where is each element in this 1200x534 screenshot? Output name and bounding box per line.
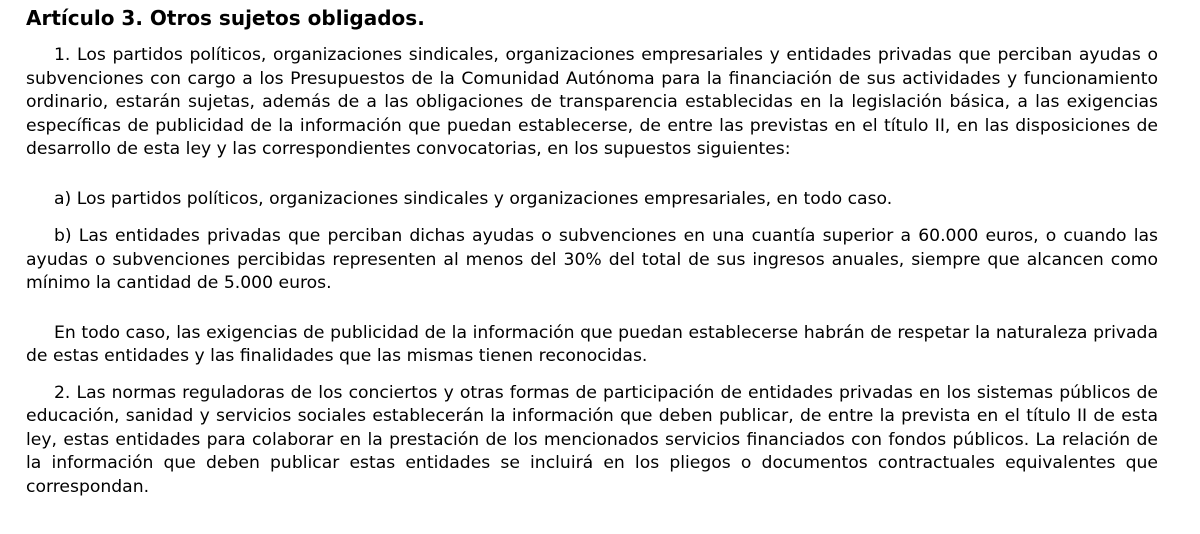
article-heading: Artículo 3. Otros sujetos obligados. xyxy=(26,6,425,30)
paragraph-item-b: b) Las entidades privadas que perciban dichas ayudas o subvenciones en una cuantía superior a 60.000 euros, o cuando las ayudas o subvenciones percibidas representen al menos del 30% del total de sus ingresos anuales, siempre que alcancen como mínimo la cantidad de 5.000 euros. xyxy=(26,226,1158,293)
paragraph-1: 1. Los partidos políticos, organizaciones sindicales, organizaciones empresariales y entidades privadas que perciban ayudas o subvenciones con cargo a los Presupuestos de la Comunidad Autónoma para la financiación de sus actividades y funcionamiento ordinario, estarán sujetas, además de a las obligaciones de transparencia establecidas en la legislación básica, a las exigencias específicas de publicidad de la información que puedan establecerse, de entre las previstas en el título II, en las disposiciones de desarrollo de esta ley y las correspondientes convocatorias, en los supuestos siguientes: xyxy=(26,45,1158,159)
paragraph-en-todo-caso: En todo caso, las exigencias de publicidad de la información que puedan establecerse habrán de respetar la naturaleza privada de estas entidades y las finalidades que las mismas tienen reconocidas. xyxy=(26,322,1158,366)
paragraph-item-a: a) Los partidos políticos, organizaciones sindicales y organizaciones empresariales, en todo caso. xyxy=(54,188,893,209)
paragraph-2: 2. Las normas reguladoras de los conciertos y otras formas de participación de entidades privadas en los sistemas públicos de educación, sanidad y servicios sociales establecerán la información que deben publicar, de entre la prevista en el título II de esta ley, estas entidades para colaborar en la prestación de los mencionados servicios financiados con fondos públicos. La relación de la información que deben publicar estas entidades se incluirá en los pliegos o documentos contractuales equivalentes que correspondan. xyxy=(26,382,1158,497)
article-document xyxy=(26,4,1158,499)
